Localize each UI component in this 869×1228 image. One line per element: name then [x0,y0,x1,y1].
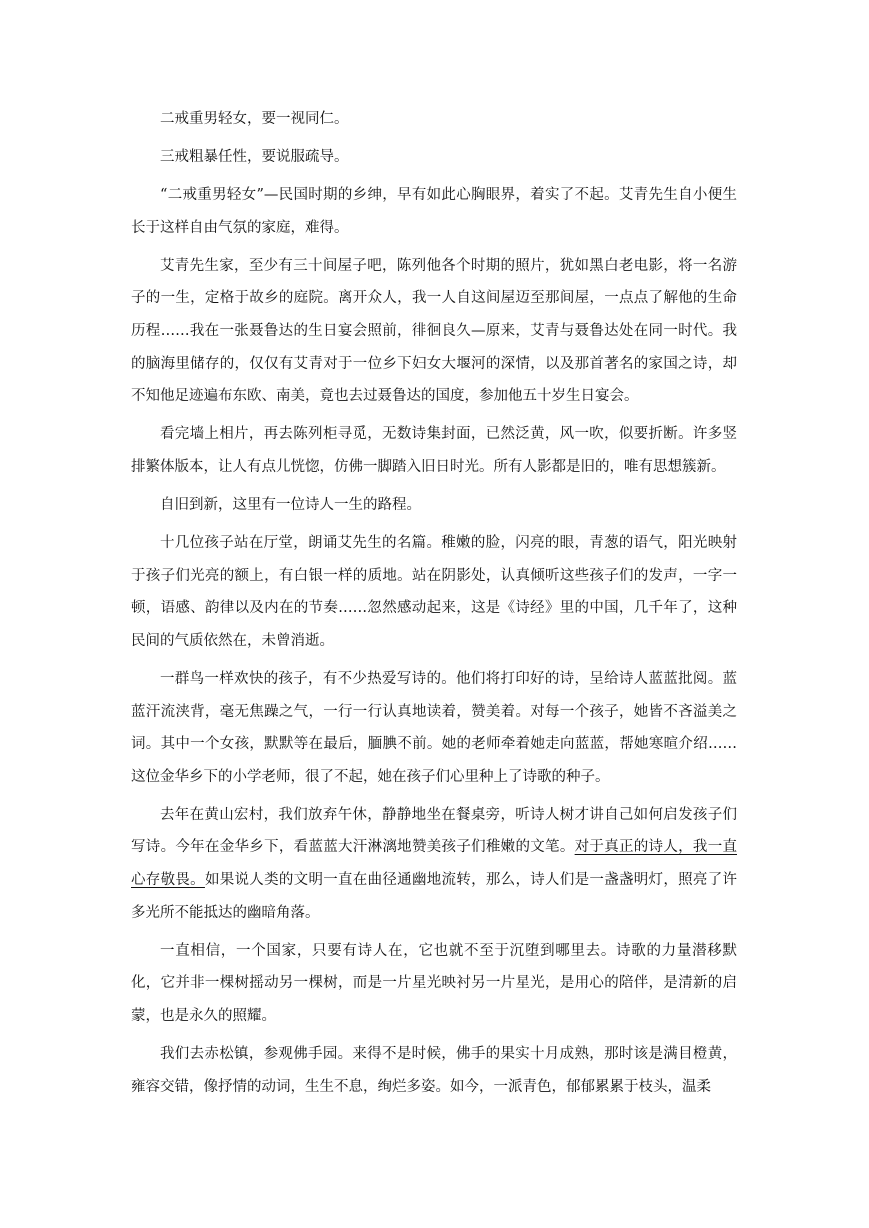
paragraph: 看完墙上相片，再去陈列柜寻觅，无数诗集封面，已然泛黄，风一吹，似要折断。许多竖排繁体版本，让人有点儿恍惚，仿佛一脚踏入旧日时光。所有人影都是旧的，唯有思想簇新。 [131,426,737,475]
paragraph: 十几位孩子站在厅堂，朗诵艾先生的名篇。稚嫩的脸，闪亮的眼，青葱的语气，阳光映射于孩子们光亮的额上，有白银一样的质地。站在阴影处，认真倾听这些孩子们的发声，一字一顿，语感、韵律以及内在的节奏……忽然感动起来，这是《诗经》里的中国，几千年了，这种民间的气质依然在，未曾消逝。 [131,535,737,649]
paragraph: 我们去赤松镇，参观佛手园。来得不是时候，佛手的果实十月成熟，那时该是满目橙黄，雍容交错，像抒情的动词，生生不息，绚烂多姿。如今，一派青色，郁郁累累于枝头，温柔 [131,1046,737,1095]
paragraph-text-before: 去年在黄山宏村，我们放弃午休，静静地坐在餐桌旁，听诗人树才讲自己如何启发孩子们写诗。今年在金华乡下，看蓝蓝大汗淋漓地赞美孩子们稚嫩的文笔。 [131,806,737,856]
paragraph: 一群鸟一样欢快的孩子，有不少热爱写诗的。他们将打印好的诗，呈给诗人蓝蓝批阅。蓝蓝汗流浃背，毫无焦躁之气，一行一行认真地读着，赞美着。对每一个孩子，她皆不吝溢美之词。其中一个女孩，默默等在最后，腼腆不前。她的老师牵着她走向蓝蓝，帮她寒暄介绍……这位金华乡下的小学老师，很了不起，她在孩子们心里种上了诗歌的种子。 [131,671,737,785]
paragraph-with-underline [131,799,737,929]
paragraph: 三戒粗暴任性，要说服疏导。 [160,149,349,166]
paragraph: 自旧到新，这里有一位诗人一生的路程。 [160,497,421,514]
paragraph: 一直相信，一个国家，只要有诗人在，它也就不至于沉堕到哪里去。诗歌的力量潜移默化，它并非一棵树摇动另一棵树，而是一片星光映衬另一片星光，是用心的陪伴，是清新的启蒙，也是永久的照耀。 [131,942,737,1024]
underlined-sentence: 对于真正的诗人，我一直心存敬畏。 [131,839,737,889]
paragraph: 艾青先生家，至少有三十间屋子吧，陈列他各个时期的照片，犹如黑白老电影，将一名游子的一生，定格于故乡的庭院。离开众人，我一人自这间屋迈至那间屋，一点点了解他的生命历程……我在一张聂鲁达的生日宴会照前，徘徊良久—原来，艾青与聂鲁达处在同一时代。我的脑海里储存的，仅仅有艾青对于一位乡下妇女大堰河的深情，以及那首著名的家国之诗，却不知他足迹遍布东欧、南美，竟也去过聂鲁达的国度，参加他五十岁生日宴会。 [131,257,737,405]
paragraph: “二戒重男轻女”—民国时期的乡绅，早有如此心胸眼界，着实了不起。艾青先生自小便生长于这样自由气氛的家庭，难得。 [131,187,737,236]
paragraph-text-after: 如果说人类的文明一直在曲径通幽地流转，那么，诗人们是一盏盏明灯，照亮了许多光所不能抵达的幽暗角落。 [131,872,737,921]
paragraph: 二戒重男轻女，要一视同仁。 [160,111,349,127]
document-body [131,103,737,1109]
